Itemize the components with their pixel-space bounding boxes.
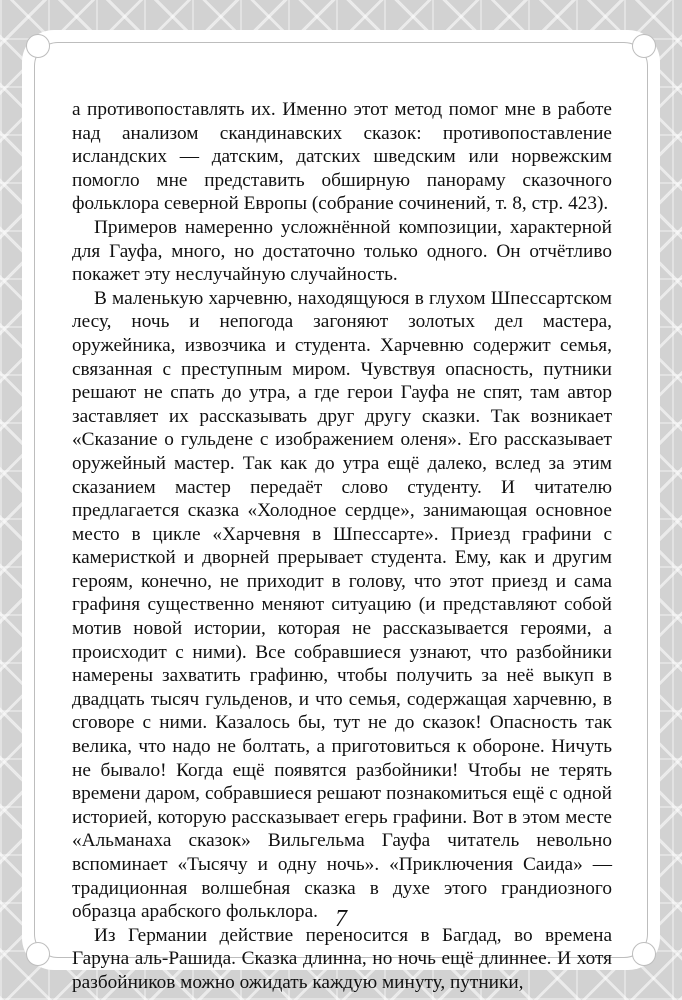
corner-ornament-icon [632, 942, 656, 966]
corner-ornament-icon [26, 942, 50, 966]
paragraph: Примеров намеренно усложнённой композиции, характерной для Гауфа, много, но достаточно только одного. Он отчётливо покажет эту неслучайную случайность. [72, 216, 612, 286]
corner-ornament-icon [26, 34, 50, 58]
corner-ornament-icon [632, 34, 656, 58]
paragraph: Из Германии действие переносится в Багдад, во времена Гаруна аль-Рашида. Сказка длинна, но ночь ещё длиннее. И хотя разбойников можно ожидать каждую минуту, путники, [72, 924, 612, 993]
page-number: 7 [335, 906, 347, 932]
body-text [72, 98, 612, 995]
paragraph: В маленькую харчевню, находящуюся в глухом Шпессартском лесу, ночь и непогода загоняют золотых дел мастера, оружейника, извозчика и студента. Харчевню содержит семья, связанная с преступным миром. Чувствуя опасность, путники решают не спать до утра, а где герои Гауфа не спят, там автор заставляет их рассказывать друг другу сказки. Так возникает «Сказание о гульдене с изображением оленя». Его рассказывает оружейный мастер. Так как до утра ещё далеко, вслед за этим сказанием мастер передаёт слово студенту. И читателю предлагается сказка «Холодное сердце», занимающая основное место в цикле «Харчевня в Шпессарте». Приезд графини с камеристкой и дворней прерывает студента. Ему, как и другим героям, конечно, не приходит в голову, что этот приезд и сама графиня существенно меняют ситуацию (и представляют собой мотив новой истории, которая не рассказывается героями, а происходит с ними). Все собравшиеся узнают, что разбойники намерены захватить графиню, чтобы получить за неё выкуп в двадцать тысяч гульденов, и что семья, содержащая харчевню, в сговоре с ними. Казалось бы, тут не до сказок! Опасность так велика, что надо не болтать, а приготовиться к обороне. Ничуть не бывало! Когда ещё появятся разбойники! Чтобы не терять времени даром, собравшиеся решают познакомиться ещё с одной историей, которую рассказывает егерь графини. Вот в этом месте «Альманаха сказок» Вильгельма Гауфа читатель невольно вспоминает «Тысячу и одну ночь». «Приключения Саида» — традиционная волшебная сказка в духе этого грандиозного образца арабского фольклора. [72, 287, 612, 923]
paragraph: а противопоставлять их. Именно этот метод помог мне в работе над анализом скандинавских сказок: противопоставление исландских — датским, датских шведским или норвежским помогло мне представить обширную панораму сказочного фольклора северной Европы (собрание сочинений, т. 8, стр. 423). [72, 99, 612, 215]
